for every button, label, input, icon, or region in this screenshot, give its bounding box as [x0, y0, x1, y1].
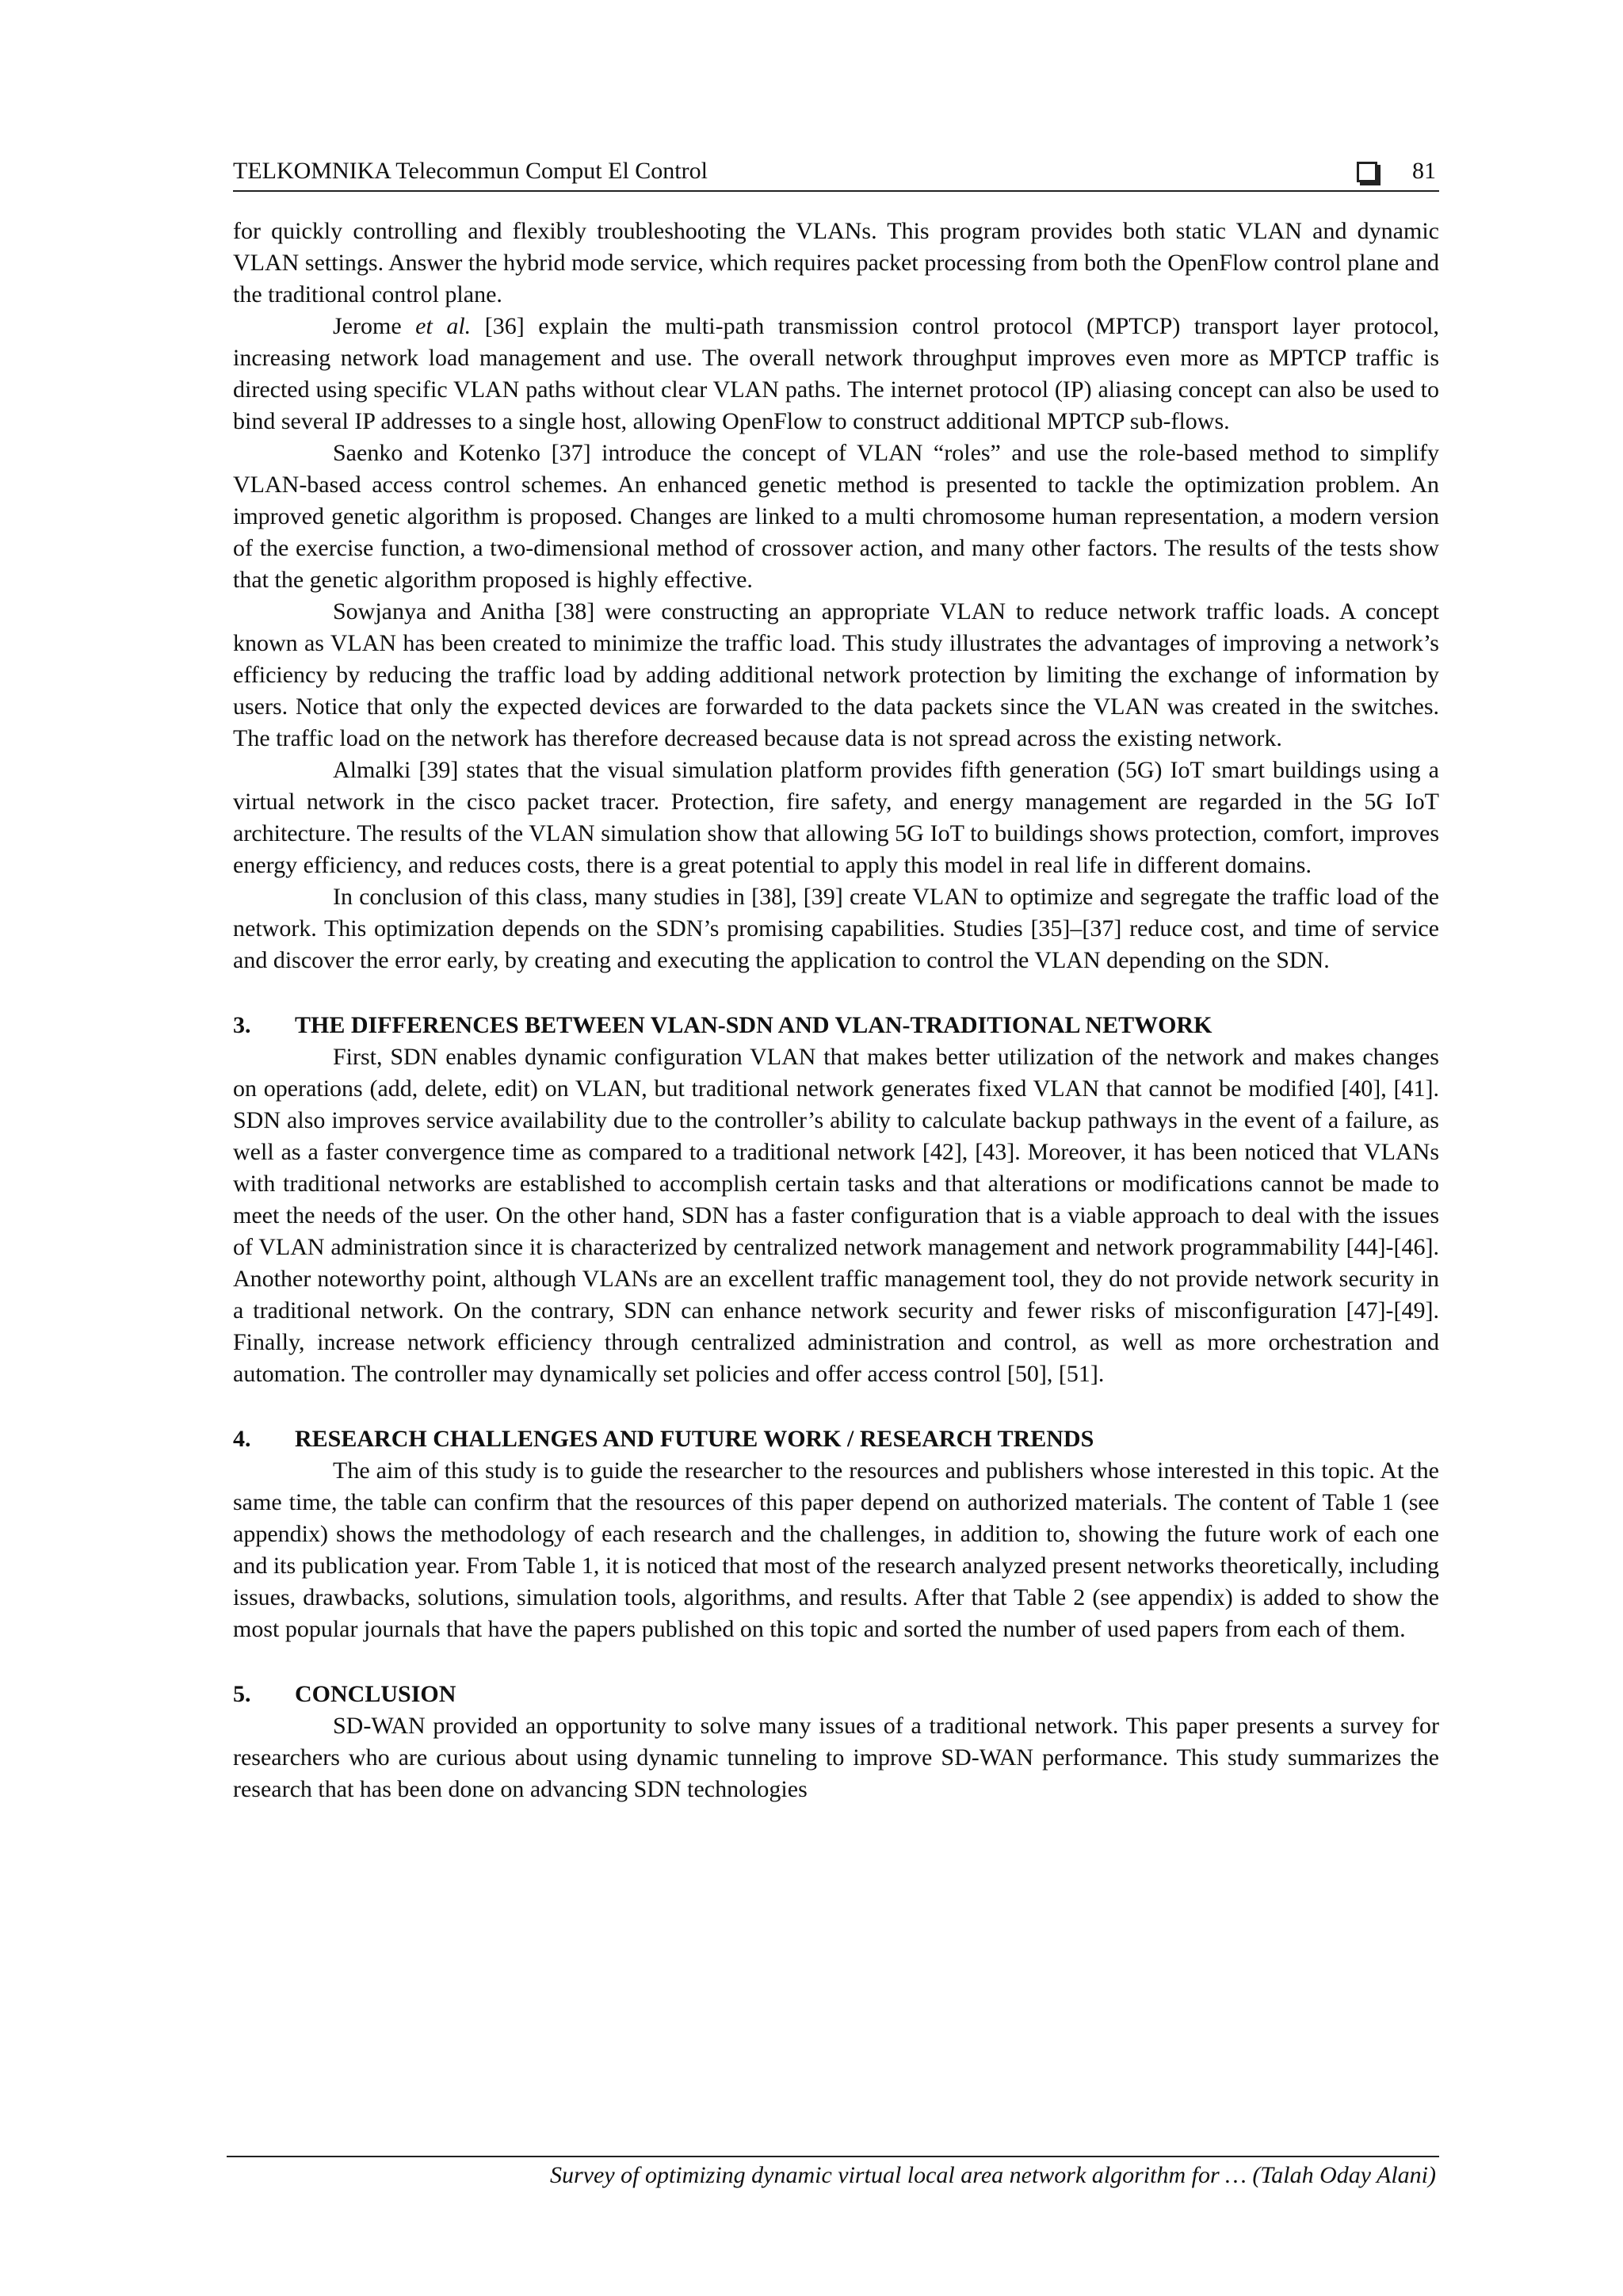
paragraph: SD-WAN provided an opportunity to solve many issues of a traditional network. This paper presents a survey for researchers who are curious about using dynamic tunneling to improve SD-WAN performance. This study summarizes the research that has been done on advancing SDN technologies: [233, 1713, 1439, 1802]
paragraph: Sowjanya and Anitha [38] were constructing an appropriate VLAN to reduce network traffic loads. A concept known as VLAN has been created to minimize the traffic load. This study illustrates the advantages of improving a network’s efficiency by reducing the traffic load by adding additional network protection by limiting the exchange of information by users. Notice that only the expected devices are forwarded to the data packets since the VLAN was created in the switches. The traffic load on the network has therefore decreased because data is not spread across the existing network.: [233, 598, 1439, 751]
section-number: 4.: [233, 1426, 251, 1452]
section-heading: [233, 1010, 1439, 1041]
running-footer: [227, 2156, 1439, 2192]
paragraph: Almalki [39] states that the visual simulation platform provides fifth generation (5G) IoT smart buildings using a virtual network in the cisco packet tracer. Protection, fire safety, and energy management are regarded in the 5G IoT architecture. The results of the VLAN simulation show that allowing 5G IoT to buildings shows protection, comfort, improves energy efficiency, and reduces costs, there is a great potential to apply this model in real life in different domains.: [233, 757, 1439, 878]
paragraph: First, SDN enables dynamic configuration VLAN that makes better utilization of the network and makes changes on operations (add, delete, edit) on VLAN, but traditional network generates fixed VLAN that cannot be modified [40], [41]. SDN also improves service availability due to the controller’s ability to calculate backup pathways in the event of a failure, as well as a faster convergence time as compared to a traditional network [42], [43]. Moreover, it has been noticed that VLANs with traditional networks are established to accomplish certain tasks and that alterations or modifications cannot be made to meet the needs of the user. On the other hand, SDN has a faster configuration that is a viable approach to deal with the issues of VLAN administration since it is characterized by centralized network management and network programmability [44]-[46]. Another noteworthy point, although VLANs are an excellent traffic management tool, they do not provide network security in a traditional network. On the contrary, SDN can enhance network security and fewer risks of misconfiguration [47]-[49]. Finally, increase network efficiency through centralized administration and control, as well as more orchestration and automation. The controller may dynamically set policies and offer access control [50], [51].: [233, 1044, 1439, 1387]
square-box-icon: [1357, 162, 1377, 182]
paragraph: [233, 311, 1439, 437]
paragraph: In conclusion of this class, many studies in [38], [39] create VLAN to optimize and segregate the traffic load of the network. This optimization depends on the SDN’s promising capabilities. Studies [35]–[37] reduce cost, and time of service and discover the error early, by creating and executing the application to control the VLAN depending on the SDN.: [233, 884, 1439, 973]
section-heading: [233, 1679, 1439, 1710]
section-heading: [233, 1423, 1439, 1455]
section-title: CONCLUSION: [295, 1681, 456, 1707]
paragraph: Saenko and Kotenko [37] introduce the concept of VLAN “roles” and use the role-based method to simplify VLAN-based access control schemes. An enhanced genetic method is presented to tackle the optimization problem. An improved genetic algorithm is proposed. Changes are linked to a multi chromosome human representation, a modern version of the exercise function, a two-dimensional method of crossover action, and many other factors. The results of the tests show that the genetic algorithm proposed is highly effective.: [233, 440, 1439, 593]
section-title: THE DIFFERENCES BETWEEN VLAN-SDN AND VLAN-TRADITIONAL NETWORK: [295, 1012, 1212, 1038]
section-number: 5.: [233, 1681, 251, 1707]
paragraph-text: Jerome: [333, 313, 416, 339]
footer-text: Survey of optimizing dynamic virtual local area network algorithm for … (Talah Oday Alani): [550, 2162, 1436, 2188]
running-header: [233, 155, 1439, 192]
section-number: 3.: [233, 1012, 251, 1038]
page-number: 81: [1412, 158, 1436, 184]
body-text: [233, 216, 1439, 1805]
journal-name: TELKOMNIKA Telecommun Comput El Control: [233, 158, 708, 184]
paragraph: The aim of this study is to guide the researcher to the resources and publishers whose interested in this topic. At the same time, the table can confirm that the resources of this paper depend on authorized materials. The content of Table 1 (see appendix) shows the methodology of each research and the challenges, in addition to, showing the future work of each one and its publication year. From Table 1, it is noticed that most of the research analyzed present networks theoretically, including issues, drawbacks, solutions, simulation tools, algorithms, and results. After that Table 2 (see appendix) is added to show the most popular journals that have the papers published on this topic and sorted the number of used papers from each of them.: [233, 1457, 1439, 1642]
paragraph: for quickly controlling and flexibly troubleshooting the VLANs. This program provides both static VLAN and dynamic VLAN settings. Answer the hybrid mode service, which requires packet processing from both the OpenFlow control plane and the traditional control plane.: [233, 218, 1439, 308]
italic-text: et al.: [415, 313, 472, 339]
paragraph-text: [36] explain the multi-path transmission control protocol (MPTCP) transport layer protocol, increasing network load management and use. The overall network throughput improves even more as MPTCP traffic is directed using specific VLAN paths without clear VLAN paths. The internet protocol (IP) aliasing concept can also be used to bind several IP addresses to a single host, allowing OpenFlow to construct additional MPTCP sub-flows.: [233, 313, 1439, 434]
section-title: RESEARCH CHALLENGES AND FUTURE WORK / RESEARCH TRENDS: [295, 1426, 1094, 1452]
